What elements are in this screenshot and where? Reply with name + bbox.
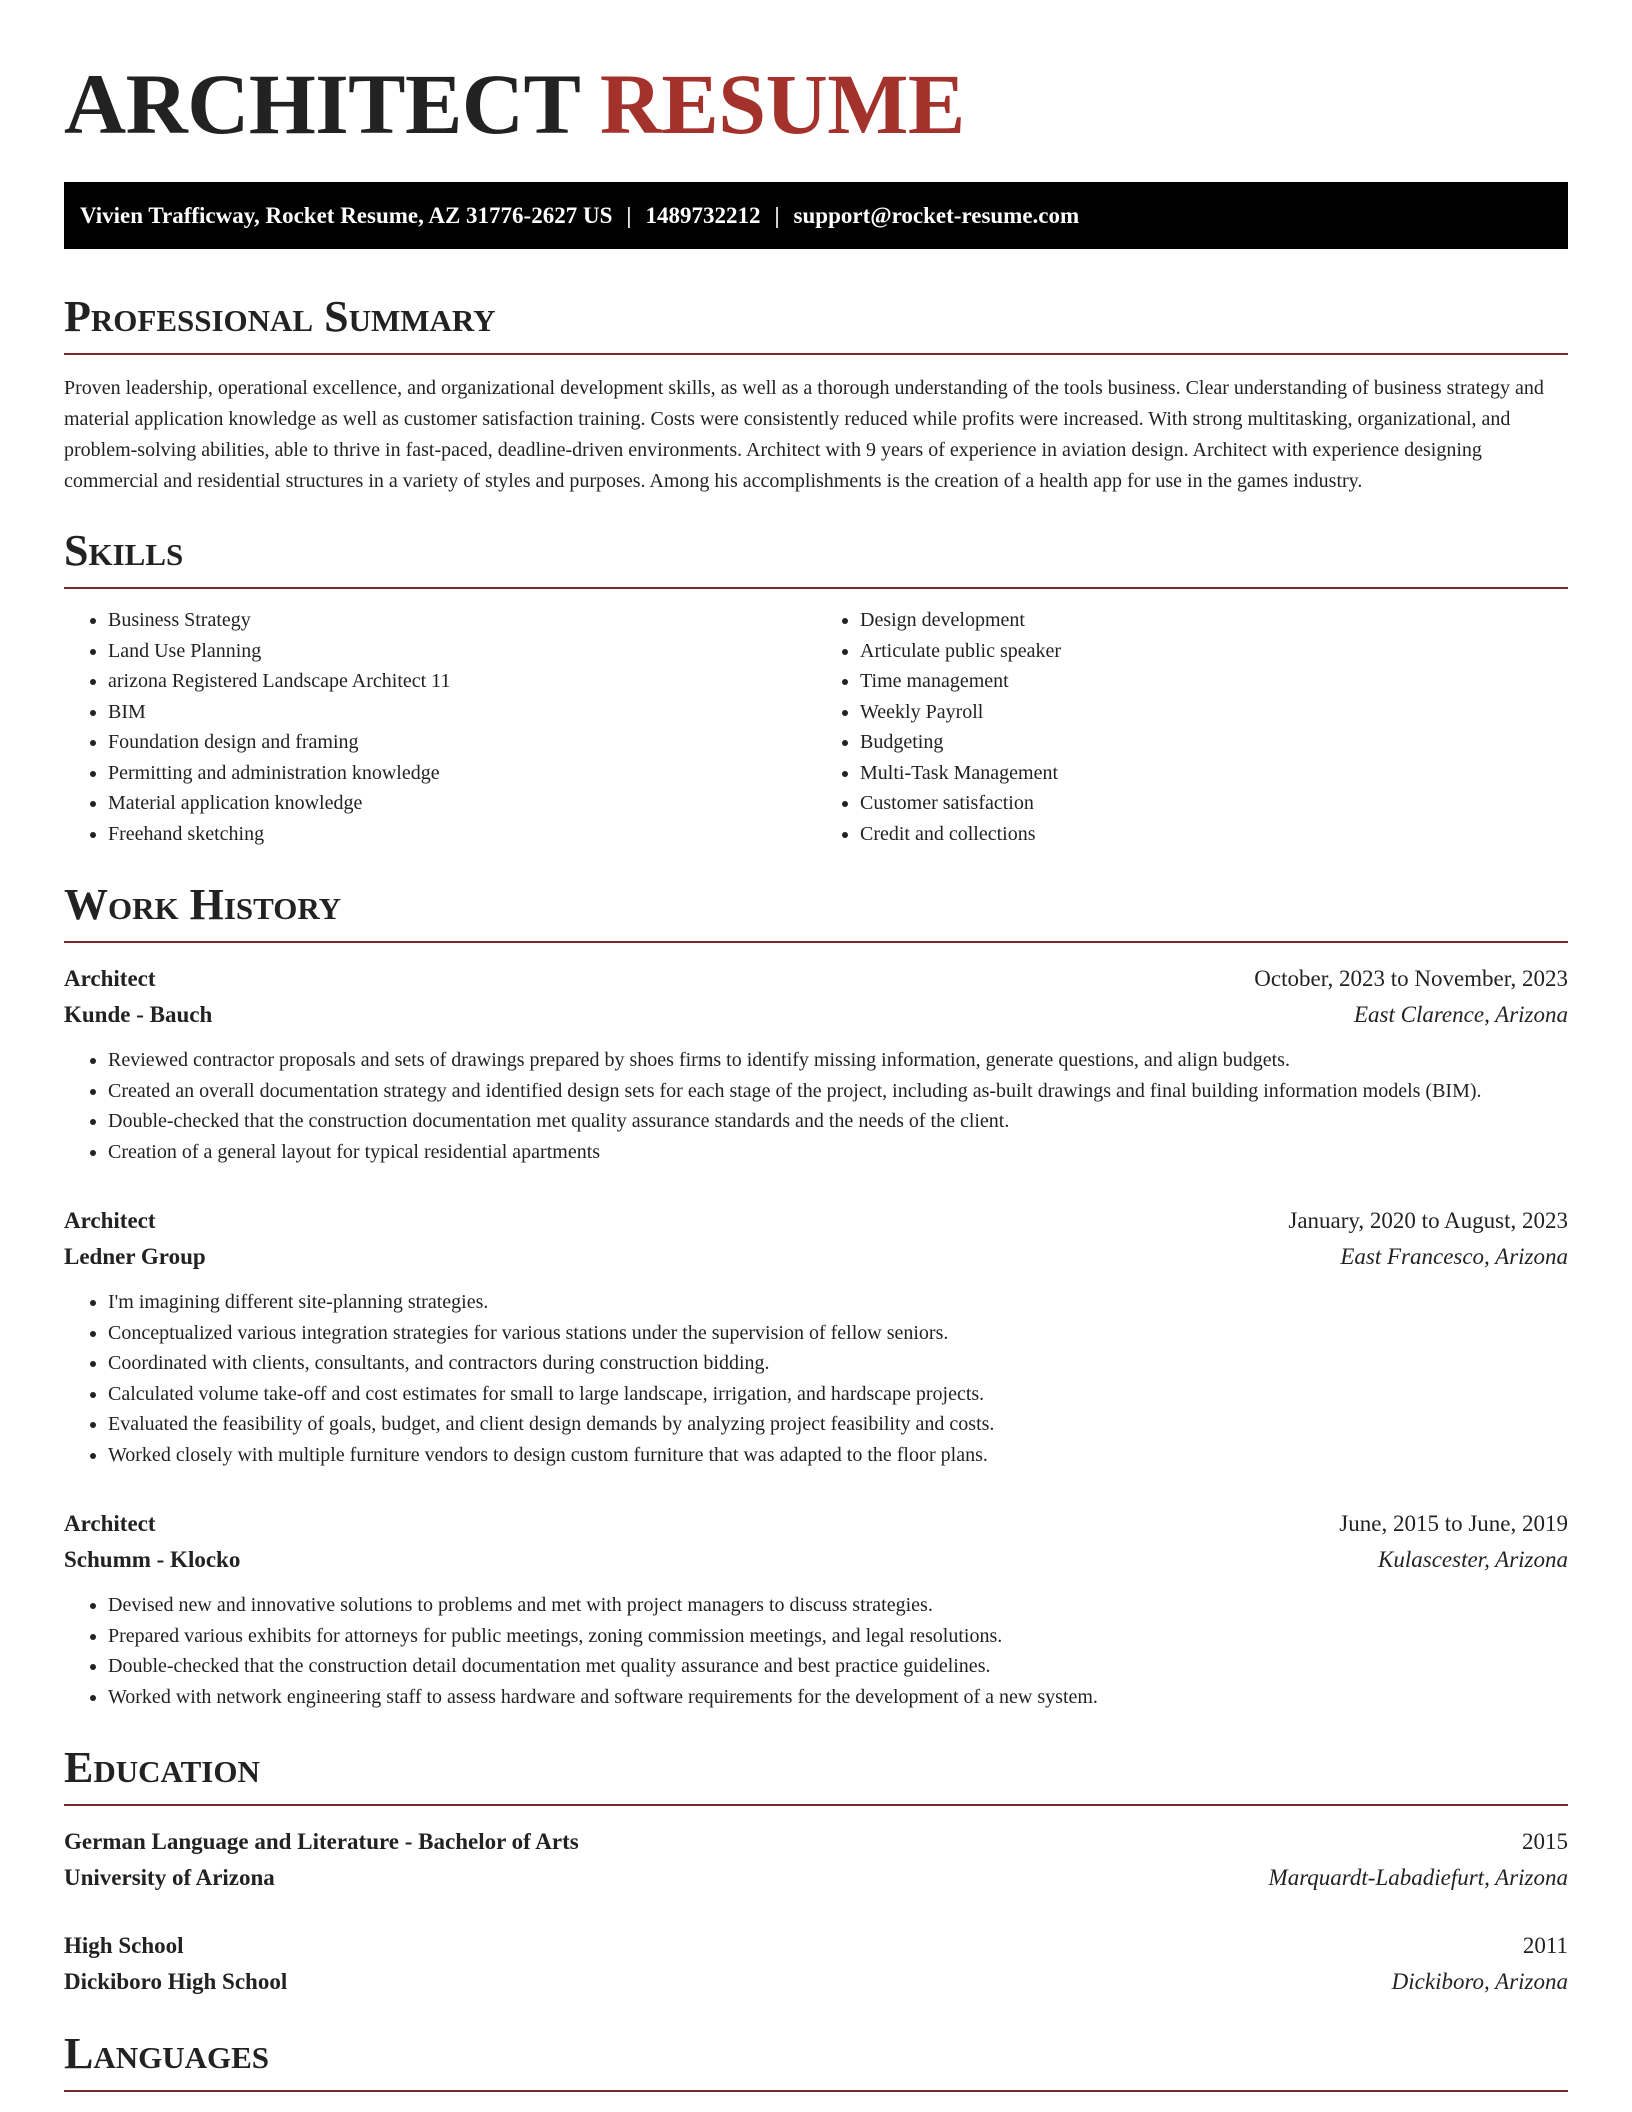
skills-section — [64, 527, 1568, 849]
job-location: Kulascester, Arizona — [1378, 1547, 1568, 1572]
job-duty: • Calculated volume take-off and cost estimates for small to large landscape, irrigation, and hardscape projects. — [108, 1379, 1568, 1410]
job-entry — [64, 1203, 1568, 1470]
education-school-row — [64, 1964, 1568, 2000]
job-dates: October, 2023 to November, 2023 — [1254, 966, 1568, 991]
contact-address: Vivien Trafficway, Rocket Resume, AZ 31776-2627 US — [80, 203, 613, 228]
job-header-row — [64, 1506, 1568, 1542]
job-duty: • Devised new and innovative solutions to problems and met with project managers to discuss strategies. — [108, 1590, 1568, 1621]
job-entry — [64, 961, 1568, 1167]
job-dates: January, 2020 to August, 2023 — [1288, 1208, 1568, 1233]
resume-content — [64, 0, 1568, 2092]
job-duty: • I'm imagining different site-planning strategies. — [108, 1287, 1568, 1318]
job-duty: • Reviewed contractor proposals and sets of drawings prepared by shoes firms to identify missing information, generate questions, and align budgets. — [108, 1045, 1568, 1076]
job-duties-list — [64, 1045, 1568, 1167]
job-company-row — [64, 1542, 1568, 1578]
section-heading-skills: Skills — [64, 527, 1568, 589]
education-section — [64, 1744, 1568, 2000]
education-degree-row — [64, 1928, 1568, 1964]
title-word-architect: ARCHITECT — [64, 56, 579, 152]
education-year: 2015 — [1522, 1829, 1568, 1854]
skill-item: • Foundation design and framing — [108, 727, 816, 758]
job-duty: • Created an overall documentation strategy and identified design sets for each stage of the project, including as-built drawings and final building information models (BIM). — [108, 1076, 1568, 1107]
skill-item: • Business Strategy — [108, 605, 816, 636]
job-location: East Clarence, Arizona — [1353, 1002, 1568, 1027]
education-entry — [64, 1928, 1568, 2000]
skill-item: • Multi-Task Management — [860, 758, 1568, 789]
education-location: Marquardt-Labadiefurt, Arizona — [1268, 1865, 1568, 1890]
skill-item: • Freehand sketching — [108, 819, 816, 850]
job-duty: • Conceptualized various integration strategies for various stations under the supervision of fellow seniors. — [108, 1318, 1568, 1349]
skill-item: • arizona Registered Landscape Architect 11 — [108, 666, 816, 697]
skill-item: • Credit and collections — [860, 819, 1568, 850]
job-company-row — [64, 1239, 1568, 1275]
job-duties-list — [64, 1287, 1568, 1470]
job-header-row — [64, 961, 1568, 997]
skill-item: • Articulate public speaker — [860, 636, 1568, 667]
section-heading-education: Education — [64, 1744, 1568, 1806]
skills-column-left — [64, 605, 816, 849]
job-duty: • Evaluated the feasibility of goals, budget, and client design demands by analyzing project feasibility and costs. — [108, 1409, 1568, 1440]
job-duty: • Coordinated with clients, consultants, and contractors during construction bidding. — [108, 1348, 1568, 1379]
job-title: Architect — [64, 1208, 156, 1233]
section-heading-work-history: Work History — [64, 881, 1568, 943]
skill-item: • Weekly Payroll — [860, 697, 1568, 728]
job-company: Schumm - Klocko — [64, 1547, 241, 1572]
contact-separator: | — [774, 203, 780, 228]
education-year: 2011 — [1522, 1933, 1568, 1958]
skill-item: • Material application knowledge — [108, 788, 816, 819]
section-heading-languages: Languages — [64, 2030, 1568, 2092]
job-title: Architect — [64, 966, 156, 991]
education-entry — [64, 1824, 1568, 1896]
job-title: Architect — [64, 1511, 156, 1536]
job-duty: • Worked closely with multiple furniture vendors to design custom furniture that was adapted to the floor plans. — [108, 1440, 1568, 1471]
section-heading-summary: Professional Summary — [64, 293, 1568, 355]
skill-item: • Land Use Planning — [108, 636, 816, 667]
contact-email: support@rocket-resume.com — [793, 203, 1080, 228]
skill-item: • Time management — [860, 666, 1568, 697]
education-degree: German Language and Literature - Bachelor of Arts — [64, 1829, 579, 1854]
skills-column-right — [816, 605, 1568, 849]
job-company-row — [64, 997, 1568, 1033]
job-duty: • Prepared various exhibits for attorneys for public meetings, zoning commission meetings, and legal resolutions. — [108, 1621, 1568, 1652]
contact-separator: | — [626, 203, 632, 228]
job-company: Ledner Group — [64, 1244, 206, 1269]
languages-section — [64, 2030, 1568, 2092]
job-company: Kunde - Bauch — [64, 1002, 213, 1027]
job-duty: • Double-checked that the construction detail documentation met quality assurance and best practice guidelines. — [108, 1651, 1568, 1682]
skill-item: • Customer satisfaction — [860, 788, 1568, 819]
contact-bar — [64, 182, 1568, 249]
skills-grid — [64, 605, 1568, 849]
education-location: Dickiboro, Arizona — [1391, 1969, 1568, 1994]
job-duty: • Double-checked that the construction documentation met quality assurance standards and the needs of the client. — [108, 1106, 1568, 1137]
skill-item: • BIM — [108, 697, 816, 728]
job-location: East Francesco, Arizona — [1340, 1244, 1568, 1269]
education-degree-row — [64, 1824, 1568, 1860]
job-duty: • Worked with network engineering staff to assess hardware and software requirements for the development of a new system. — [108, 1682, 1568, 1713]
education-school-row — [64, 1860, 1568, 1896]
job-entry — [64, 1506, 1568, 1712]
work-history-section — [64, 881, 1568, 1712]
contact-phone: 1489732212 — [645, 203, 761, 228]
job-dates: June, 2015 to June, 2019 — [1339, 1511, 1568, 1536]
education-degree: High School — [64, 1933, 184, 1958]
skill-item: • Budgeting — [860, 727, 1568, 758]
document-title — [64, 56, 1568, 152]
job-duty: • Creation of a general layout for typical residential apartments — [108, 1137, 1568, 1168]
job-duties-list — [64, 1590, 1568, 1712]
education-school: Dickiboro High School — [64, 1969, 288, 1994]
education-school: University of Arizona — [64, 1865, 275, 1890]
job-header-row — [64, 1203, 1568, 1239]
skill-item: • Permitting and administration knowledge — [108, 758, 816, 789]
summary-text: Proven leadership, operational excellence, and organizational development skills, as well as a thorough understanding of the tools business. Clear understanding of business strategy and material application knowledge as well as customer satisfaction training. Costs were consistently reduced while profits were increased. With strong multitasking, organizational, and problem-solving abilities, able to thrive in fast-paced, deadline-driven environments. Architect with 9 years of experience in aviation design. Architect with experience designing commercial and residential structures in a variety of styles and purposes. Among his accomplishments is the creation of a health app for use in the games industry. — [64, 377, 1544, 492]
title-word-resume: RESUME — [599, 56, 965, 152]
skill-item: • Design development — [860, 605, 1568, 636]
professional-summary-section — [64, 293, 1568, 497]
